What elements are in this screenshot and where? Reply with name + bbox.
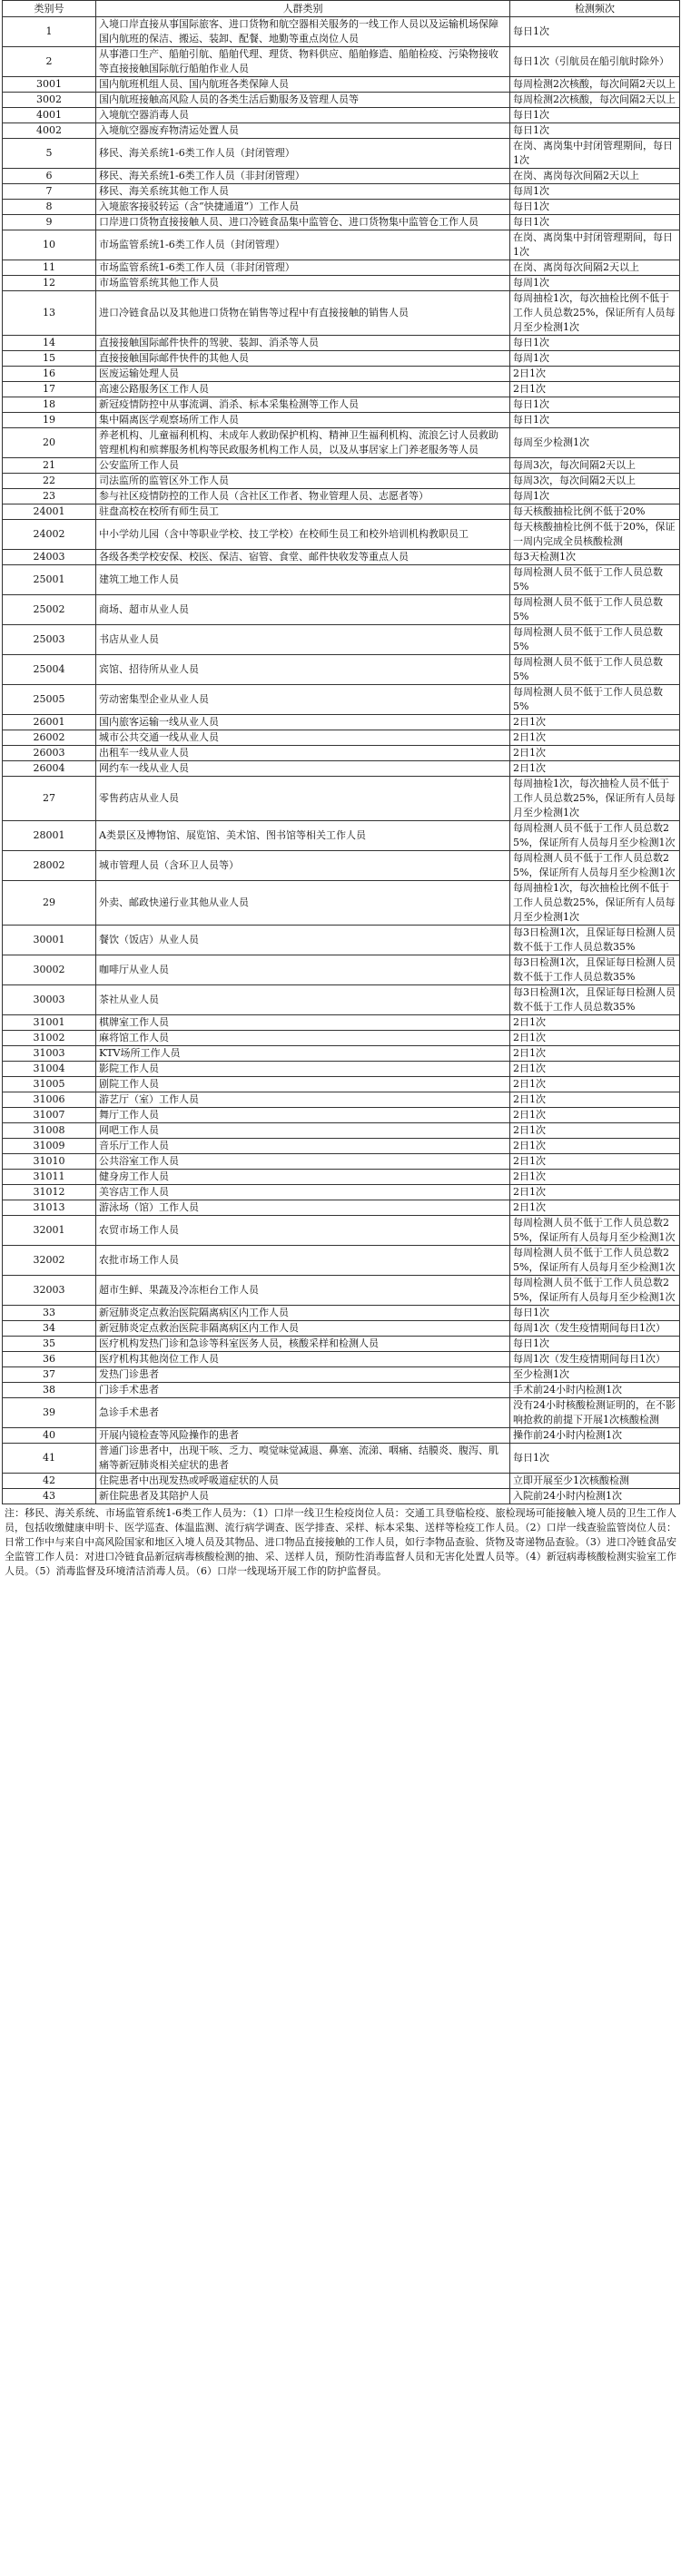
frequency-cell: 每周检测人员不低于工作人员总数5% <box>510 655 680 685</box>
category-cell: 26002 <box>3 730 96 746</box>
category-cell: 24003 <box>3 550 96 565</box>
table-row <box>3 276 680 291</box>
table-row <box>3 489 680 504</box>
frequency-cell: 每周检测人员不低于工作人员总数25%，保证所有人员每月至少检测1次 <box>510 1216 680 1246</box>
frequency-cell: 2日1次 <box>510 1108 680 1123</box>
table-row <box>3 715 680 730</box>
category-cell: 31007 <box>3 1108 96 1123</box>
table-row <box>3 1216 680 1246</box>
group-cell: 进口冷链食品以及其他进口货物在销售等过程中有直接接触的销售人员 <box>96 291 510 336</box>
category-cell: 41 <box>3 1444 96 1474</box>
category-cell: 31010 <box>3 1154 96 1170</box>
category-cell: 8 <box>3 200 96 215</box>
category-cell: 32001 <box>3 1216 96 1246</box>
group-cell: 入境航空器消毒人员 <box>96 108 510 123</box>
frequency-cell: 2日1次 <box>510 1015 680 1031</box>
frequency-cell: 每周抽检1次，每次抽检比例不低于工作人员总数25%，保证所有人员每月至少检测1次 <box>510 291 680 336</box>
category-cell: 42 <box>3 1474 96 1489</box>
group-cell: 餐饮（饭店）从业人员 <box>96 926 510 955</box>
frequency-cell: 每周1次 <box>510 184 680 200</box>
category-cell: 31008 <box>3 1123 96 1139</box>
category-cell: 31001 <box>3 1015 96 1031</box>
table-row <box>3 655 680 685</box>
group-cell: 移民、海关系统1-6类工作人员（封闭管理） <box>96 139 510 169</box>
group-cell: 宾馆、招待所从业人员 <box>96 655 510 685</box>
frequency-cell: 没有24小时核酸检测证明的，在不影响抢救的前提下开展1次核酸检测 <box>510 1398 680 1428</box>
table-row <box>3 565 680 595</box>
frequency-cell: 2日1次 <box>510 1046 680 1062</box>
frequency-cell: 每周检测2次核酸，每次间隔2天以上 <box>510 93 680 108</box>
frequency-cell: 每日1次 <box>510 336 680 351</box>
table-row <box>3 504 680 520</box>
category-cell: 38 <box>3 1383 96 1398</box>
frequency-cell: 操作前24小时内检测1次 <box>510 1428 680 1444</box>
category-cell: 28001 <box>3 821 96 851</box>
frequency-cell: 每日1次 <box>510 1337 680 1352</box>
frequency-cell: 2日1次 <box>510 1031 680 1046</box>
table-header-row <box>3 1 680 17</box>
frequency-cell: 每周1次 <box>510 276 680 291</box>
frequency-cell: 2日1次 <box>510 1077 680 1092</box>
category-cell: 33 <box>3 1306 96 1321</box>
table-row <box>3 139 680 169</box>
table-row <box>3 397 680 413</box>
group-cell: 新冠疫情防控中从事流调、消杀、标本采集检测等工作人员 <box>96 397 510 413</box>
category-cell: 26003 <box>3 746 96 761</box>
group-cell: 市场监管系统1-6类工作人员（非封闭管理） <box>96 260 510 276</box>
frequency-cell: 每日1次 <box>510 413 680 428</box>
category-cell: 43 <box>3 1489 96 1504</box>
group-cell: 移民、海关系统1-6类工作人员（非封闭管理） <box>96 169 510 184</box>
group-cell: 舞厅工作人员 <box>96 1108 510 1123</box>
group-cell: 公安监所工作人员 <box>96 458 510 474</box>
frequency-cell: 每周检测人员不低于工作人员总数5% <box>510 685 680 715</box>
table-row <box>3 47 680 77</box>
table-row <box>3 746 680 761</box>
table-row <box>3 955 680 985</box>
table-row <box>3 1398 680 1428</box>
frequency-cell: 每周1次（发生疫情期间每日1次） <box>510 1352 680 1367</box>
table-row <box>3 1321 680 1337</box>
table-row <box>3 821 680 851</box>
frequency-cell: 每3天检测1次 <box>510 550 680 565</box>
table-row <box>3 851 680 881</box>
group-cell: 出租车一线从业人员 <box>96 746 510 761</box>
group-cell: 直接接触国际邮件快件的其他人员 <box>96 351 510 367</box>
table-row <box>3 336 680 351</box>
category-cell: 34 <box>3 1321 96 1337</box>
table-row <box>3 761 680 777</box>
frequency-cell: 立即开展至少1次核酸检测 <box>510 1474 680 1489</box>
frequency-cell: 每周检测人员不低于工作人员总数5% <box>510 565 680 595</box>
table-row <box>3 367 680 382</box>
category-cell: 31005 <box>3 1077 96 1092</box>
group-cell: 音乐厅工作人员 <box>96 1139 510 1154</box>
frequency-cell: 每3日检测1次，且保证每日检测人员数不低于工作人员总数35% <box>510 985 680 1015</box>
category-cell: 5 <box>3 139 96 169</box>
group-cell: 游艺厅（室）工作人员 <box>96 1092 510 1108</box>
category-cell: 25003 <box>3 625 96 655</box>
group-cell: 美容店工作人员 <box>96 1185 510 1200</box>
frequency-cell: 每日1次 <box>510 1444 680 1474</box>
category-cell: 25004 <box>3 655 96 685</box>
frequency-cell: 每日1次 <box>510 108 680 123</box>
category-cell: 12 <box>3 276 96 291</box>
group-cell: 农贸市场工作人员 <box>96 1216 510 1246</box>
group-cell: 入境旅客接驳转运（含“快捷通道”）工作人员 <box>96 200 510 215</box>
table-row <box>3 1092 680 1108</box>
group-cell: 入境口岸直接从事国际旅客、进口货物和航空器相关服务的一线工作人员以及运输机场保障国内航班的保洁、搬运、装卸、配餐、地勤等重点岗位人员 <box>96 17 510 47</box>
table-row <box>3 1185 680 1200</box>
table-row <box>3 1383 680 1398</box>
frequency-cell: 2日1次 <box>510 1200 680 1216</box>
category-cell: 37 <box>3 1367 96 1383</box>
category-cell: 30003 <box>3 985 96 1015</box>
table-row <box>3 1139 680 1154</box>
group-cell: 移民、海关系统其他工作人员 <box>96 184 510 200</box>
table-row <box>3 881 680 926</box>
frequency-cell: 每周1次 <box>510 351 680 367</box>
frequency-cell: 每周检测人员不低于工作人员总数25%，保证所有人员每月至少检测1次 <box>510 821 680 851</box>
category-cell: 19 <box>3 413 96 428</box>
frequency-cell: 2日1次 <box>510 1139 680 1154</box>
table-row <box>3 550 680 565</box>
group-cell: 医疗机构发热门诊和急诊等科室医务人员，核酸采样和检测人员 <box>96 1337 510 1352</box>
group-cell: 影院工作人员 <box>96 1062 510 1077</box>
group-cell: 建筑工地工作人员 <box>96 565 510 595</box>
category-cell: 39 <box>3 1398 96 1428</box>
frequency-cell: 每日1次 <box>510 200 680 215</box>
header-category: 类别号 <box>3 1 96 17</box>
table-row <box>3 1170 680 1185</box>
footnote: 注：移民、海关系统、市场监管系统1-6类工作人员为：（1）口岸一线卫生检疫岗位人员：交通工具登临检疫、旅检现场可能接触入境人员的卫生工作人员，包括收缴健康申明卡、医学巡查、体温监测、流行病学调查、医学排查、采样、标本采集、送样等检疫工作人员。（2）口岸一线查验监管岗位人员：日常工作中与来自中高风险国家和地区入境人员及其物品、进口物品直接接触的工作人员，如行李物品查验、货物及寄递物品查验。（3）进口冷链食品安全监管工作人员：对进口冷链食品新冠病毒核酸检测的抽、采、送样人员，预防性消毒监督人员和无害化处置人员等。（4）新冠病毒核酸检测实验室工作人员。（5）消毒监督及环境清洁消毒人员。（6）口岸一线现场开展工作的防护监督员。 <box>5 1507 676 1577</box>
table-row <box>3 351 680 367</box>
frequency-cell: 2日1次 <box>510 1092 680 1108</box>
table-row <box>3 291 680 336</box>
group-cell: 住院患者中出现发热或呼吸道症状的人员 <box>96 1474 510 1489</box>
category-cell: 21 <box>3 458 96 474</box>
group-cell: 急诊手术患者 <box>96 1398 510 1428</box>
frequency-cell: 每日1次 <box>510 1306 680 1321</box>
group-cell: 普通门诊患者中，出现干咳、乏力、嗅觉味觉减退、鼻塞、流涕、咽痛、结膜炎、腹泻、肌痛等新冠肺炎相关症状的患者 <box>96 1444 510 1474</box>
group-cell: 新冠肺炎定点救治医院隔离病区内工作人员 <box>96 1306 510 1321</box>
group-cell: 门诊手术患者 <box>96 1383 510 1398</box>
category-cell: 18 <box>3 397 96 413</box>
table-body <box>3 17 680 1504</box>
frequency-cell: 每天核酸抽检比例不低于20%，保证一周内完成全员核酸检测 <box>510 520 680 550</box>
category-cell: 40 <box>3 1428 96 1444</box>
category-cell: 11 <box>3 260 96 276</box>
group-cell: 市场监管系统1-6类工作人员（封闭管理） <box>96 230 510 260</box>
category-cell: 20 <box>3 428 96 458</box>
table-row <box>3 1015 680 1031</box>
category-cell: 35 <box>3 1337 96 1352</box>
group-cell: 开展内镜检查等风险操作的患者 <box>96 1428 510 1444</box>
group-cell: KTV场所工作人员 <box>96 1046 510 1062</box>
table-row <box>3 77 680 93</box>
table-row <box>3 108 680 123</box>
table-row <box>3 1352 680 1367</box>
group-cell: 发热门诊患者 <box>96 1367 510 1383</box>
category-cell: 4001 <box>3 108 96 123</box>
group-cell: 医疗机构其他岗位工作人员 <box>96 1352 510 1367</box>
table-row <box>3 200 680 215</box>
category-cell: 25001 <box>3 565 96 595</box>
table-row <box>3 777 680 821</box>
frequency-cell: 每周抽检1次，每次抽检人员不低于工作人员总数25%，保证所有人员每月至少检测1次 <box>510 777 680 821</box>
category-cell: 32002 <box>3 1246 96 1276</box>
table-row <box>3 1306 680 1321</box>
header-frequency: 检测频次 <box>510 1 680 17</box>
category-cell: 23 <box>3 489 96 504</box>
category-cell: 36 <box>3 1352 96 1367</box>
frequency-cell: 每3日检测1次，且保证每日检测人员数不低于工作人员总数35% <box>510 926 680 955</box>
frequency-cell: 2日1次 <box>510 746 680 761</box>
table-row <box>3 685 680 715</box>
group-cell: 健身房工作人员 <box>96 1170 510 1185</box>
group-cell: 从事港口生产、船舶引航、船舶代理、理货、物料供应、船舶修造、船舶检疫、污染物接收等直接接触国际航行船舶作业人员 <box>96 47 510 77</box>
frequency-cell: 每3日检测1次，且保证每日检测人员数不低于工作人员总数35% <box>510 955 680 985</box>
frequency-cell: 2日1次 <box>510 382 680 397</box>
table-row <box>3 1428 680 1444</box>
category-cell: 1 <box>3 17 96 47</box>
category-cell: 3002 <box>3 93 96 108</box>
frequency-cell: 在岗、离岗集中封闭管理期间，每日1次 <box>510 230 680 260</box>
table-row <box>3 1489 680 1504</box>
frequency-cell: 2日1次 <box>510 730 680 746</box>
category-cell: 27 <box>3 777 96 821</box>
table-row <box>3 474 680 489</box>
frequency-cell: 每天核酸抽检比例不低于20% <box>510 504 680 520</box>
group-cell: 直接接触国际邮件快件的驾驶、装卸、消杀等人员 <box>96 336 510 351</box>
category-cell: 16 <box>3 367 96 382</box>
table-row <box>3 926 680 955</box>
category-cell: 4002 <box>3 123 96 139</box>
frequency-cell: 入院前24小时内检测1次 <box>510 1489 680 1504</box>
table-row <box>3 17 680 47</box>
category-cell: 29 <box>3 881 96 926</box>
category-cell: 10 <box>3 230 96 260</box>
table-row <box>3 1031 680 1046</box>
group-cell: 中小学幼儿园（含中等职业学校、技工学校）在校师生员工和校外培训机构教职员工 <box>96 520 510 550</box>
table-row <box>3 1062 680 1077</box>
group-cell: 书店从业人员 <box>96 625 510 655</box>
table-row <box>3 428 680 458</box>
group-cell: 网约车一线从业人员 <box>96 761 510 777</box>
table-row <box>3 413 680 428</box>
group-cell: 养老机构、儿童福利机构、未成年人救助保护机构、精神卫生福利机构、流浪乞讨人员救助管理机构和殡葬服务机构等民政服务机构工作人员，以及从事居家上门养老服务等人员 <box>96 428 510 458</box>
frequency-cell: 2日1次 <box>510 1062 680 1077</box>
category-cell: 30001 <box>3 926 96 955</box>
category-cell: 24001 <box>3 504 96 520</box>
table-row <box>3 1123 680 1139</box>
group-cell: 零售药店从业人员 <box>96 777 510 821</box>
table-row <box>3 520 680 550</box>
table-row <box>3 260 680 276</box>
group-cell: 入境航空器废弃物清运处置人员 <box>96 123 510 139</box>
table-row <box>3 1367 680 1383</box>
table-row <box>3 93 680 108</box>
group-cell: 驻盘高校在校所有师生员工 <box>96 504 510 520</box>
frequency-cell: 每日1次（引航员在船引航时除外） <box>510 47 680 77</box>
group-cell: 劳动密集型企业从业人员 <box>96 685 510 715</box>
frequency-cell: 在岗、离岗每次间隔2天以上 <box>510 260 680 276</box>
table-row <box>3 215 680 230</box>
category-cell: 32003 <box>3 1276 96 1306</box>
table-row <box>3 1474 680 1489</box>
frequency-cell: 每周3次，每次间隔2天以上 <box>510 458 680 474</box>
group-cell: 棋牌室工作人员 <box>96 1015 510 1031</box>
group-cell: 咖啡厅从业人员 <box>96 955 510 985</box>
table-row <box>3 1077 680 1092</box>
group-cell: A类景区及博物馆、展览馆、美术馆、图书馆等相关工作人员 <box>96 821 510 851</box>
table-row <box>3 985 680 1015</box>
group-cell: 新住院患者及其陪护人员 <box>96 1489 510 1504</box>
group-cell: 游泳场（馆）工作人员 <box>96 1200 510 1216</box>
table-row <box>3 382 680 397</box>
group-cell: 各级各类学校安保、校医、保洁、宿管、食堂、邮件快收发等重点人员 <box>96 550 510 565</box>
document-page <box>2 0 679 1579</box>
category-cell: 31009 <box>3 1139 96 1154</box>
group-cell: 农批市场工作人员 <box>96 1246 510 1276</box>
category-cell: 31011 <box>3 1170 96 1185</box>
frequency-cell: 每周至少检测1次 <box>510 428 680 458</box>
category-cell: 31004 <box>3 1062 96 1077</box>
frequency-cell: 每周1次 <box>510 489 680 504</box>
group-cell: 茶社从业人员 <box>96 985 510 1015</box>
group-cell: 公共浴室工作人员 <box>96 1154 510 1170</box>
frequency-cell: 2日1次 <box>510 1123 680 1139</box>
category-cell: 15 <box>3 351 96 367</box>
category-cell: 3001 <box>3 77 96 93</box>
frequency-cell: 每周检测2次核酸，每次间隔2天以上 <box>510 77 680 93</box>
group-cell: 超市生鲜、果蔬及冷冻柜台工作人员 <box>96 1276 510 1306</box>
group-cell: 高速公路服务区工作人员 <box>96 382 510 397</box>
group-cell: 新冠肺炎定点救治医院非隔离病区内工作人员 <box>96 1321 510 1337</box>
table-row <box>3 230 680 260</box>
category-cell: 13 <box>3 291 96 336</box>
table-row <box>3 1154 680 1170</box>
category-cell: 9 <box>3 215 96 230</box>
category-cell: 26001 <box>3 715 96 730</box>
table-row <box>3 595 680 625</box>
category-cell: 25005 <box>3 685 96 715</box>
frequency-cell: 每周3次，每次间隔2天以上 <box>510 474 680 489</box>
group-cell: 参与社区疫情防控的工作人员（含社区工作者、物业管理人员、志愿者等） <box>96 489 510 504</box>
group-cell: 剧院工作人员 <box>96 1077 510 1092</box>
table-row <box>3 1246 680 1276</box>
group-cell: 麻将馆工作人员 <box>96 1031 510 1046</box>
frequency-cell: 每日1次 <box>510 17 680 47</box>
frequency-cell: 每周检测人员不低于工作人员总数5% <box>510 625 680 655</box>
category-cell: 31012 <box>3 1185 96 1200</box>
table-row <box>3 458 680 474</box>
frequency-cell: 2日1次 <box>510 1154 680 1170</box>
frequency-cell: 2日1次 <box>510 761 680 777</box>
group-cell: 国内航班接触高风险人员的各类生活后勤服务及管理人员等 <box>96 93 510 108</box>
category-cell: 30002 <box>3 955 96 985</box>
category-cell: 7 <box>3 184 96 200</box>
table-row <box>3 1444 680 1474</box>
frequency-cell: 每周检测人员不低于工作人员总数5% <box>510 595 680 625</box>
frequency-cell: 在岗、离岗集中封闭管理期间，每日1次 <box>510 139 680 169</box>
category-cell: 17 <box>3 382 96 397</box>
table-row <box>3 1046 680 1062</box>
group-cell: 城市公共交通一线从业人员 <box>96 730 510 746</box>
category-cell: 31013 <box>3 1200 96 1216</box>
category-cell: 14 <box>3 336 96 351</box>
category-cell: 22 <box>3 474 96 489</box>
frequency-cell: 每周检测人员不低于工作人员总数25%，保证所有人员每月至少检测1次 <box>510 851 680 881</box>
frequency-cell: 2日1次 <box>510 367 680 382</box>
category-cell: 26004 <box>3 761 96 777</box>
frequency-cell: 每日1次 <box>510 397 680 413</box>
category-cell: 24002 <box>3 520 96 550</box>
table-row <box>3 625 680 655</box>
category-cell: 31003 <box>3 1046 96 1062</box>
table-row <box>3 1200 680 1216</box>
frequency-cell: 2日1次 <box>510 715 680 730</box>
frequency-cell: 至少检测1次 <box>510 1367 680 1383</box>
table-row <box>3 184 680 200</box>
group-cell: 国内航班机组人员、国内航班各类保障人员 <box>96 77 510 93</box>
group-cell: 市场监管系统其他工作人员 <box>96 276 510 291</box>
group-cell: 网吧工作人员 <box>96 1123 510 1139</box>
header-group: 人群类别 <box>96 1 510 17</box>
frequency-cell: 每日1次 <box>510 215 680 230</box>
category-cell: 25002 <box>3 595 96 625</box>
frequency-cell: 每周检测人员不低于工作人员总数25%，保证所有人员每月至少检测1次 <box>510 1246 680 1276</box>
frequency-cell: 每周1次（发生疫情期间每日1次） <box>510 1321 680 1337</box>
table-row <box>3 1108 680 1123</box>
frequency-cell: 2日1次 <box>510 1185 680 1200</box>
group-cell: 口岸进口货物直接接触人员、进口冷链食品集中监管仓、进口货物集中监管仓工作人员 <box>96 215 510 230</box>
group-cell: 司法监所的监管区外工作人员 <box>96 474 510 489</box>
table-row <box>3 1276 680 1306</box>
group-cell: 集中隔离医学观察场所工作人员 <box>96 413 510 428</box>
testing-frequency-table <box>2 0 680 1504</box>
category-cell: 2 <box>3 47 96 77</box>
category-cell: 31002 <box>3 1031 96 1046</box>
table-row <box>3 1337 680 1352</box>
frequency-cell: 每周抽检1次，每次抽检比例不低于工作人员总数25%，保证所有人员每月至少检测1次 <box>510 881 680 926</box>
group-cell: 商场、超市从业人员 <box>96 595 510 625</box>
table-row <box>3 730 680 746</box>
category-cell: 6 <box>3 169 96 184</box>
frequency-cell: 手术前24小时内检测1次 <box>510 1383 680 1398</box>
table-row <box>3 169 680 184</box>
frequency-cell: 2日1次 <box>510 1170 680 1185</box>
group-cell: 医废运输处理人员 <box>96 367 510 382</box>
table-row <box>3 123 680 139</box>
frequency-cell: 在岗、离岗每次间隔2天以上 <box>510 169 680 184</box>
frequency-cell: 每周检测人员不低于工作人员总数25%，保证所有人员每月至少检测1次 <box>510 1276 680 1306</box>
category-cell: 28002 <box>3 851 96 881</box>
group-cell: 外卖、邮政快递行业其他从业人员 <box>96 881 510 926</box>
category-cell: 31006 <box>3 1092 96 1108</box>
group-cell: 国内旅客运输一线从业人员 <box>96 715 510 730</box>
group-cell: 城市管理人员（含环卫人员等） <box>96 851 510 881</box>
frequency-cell: 每日1次 <box>510 123 680 139</box>
